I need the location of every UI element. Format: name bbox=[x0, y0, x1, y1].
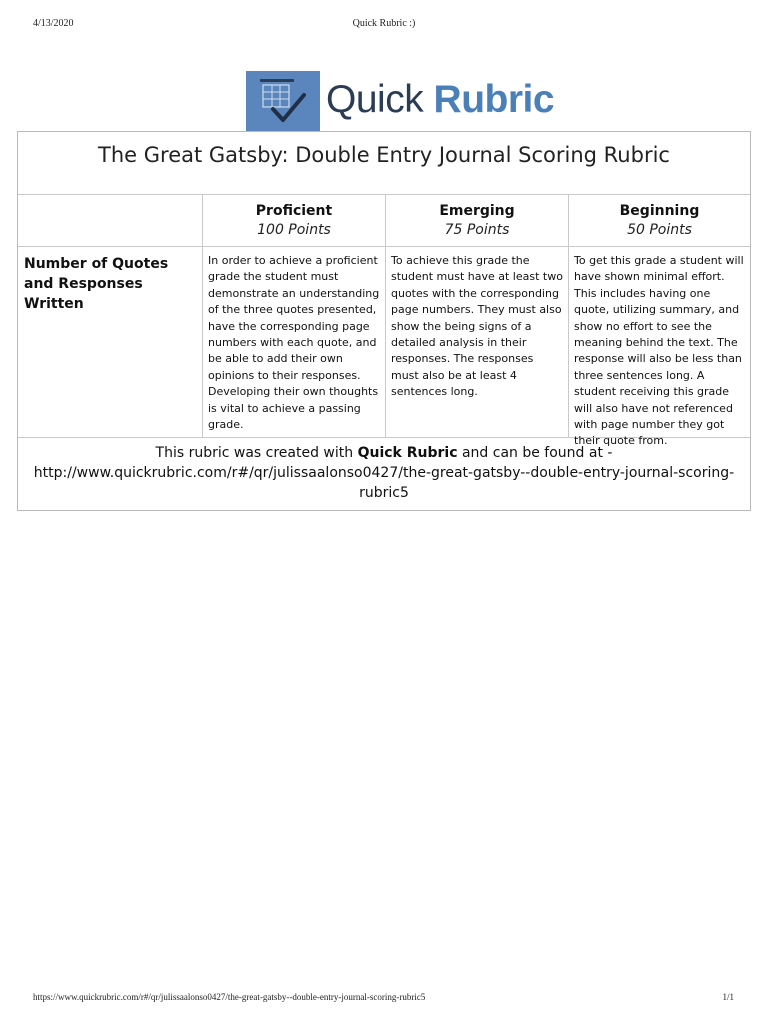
rubric-title: The Great Gatsby: Double Entry Journal Scoring Rubric bbox=[18, 132, 750, 195]
criterion-row bbox=[18, 247, 750, 448]
level-name: Emerging bbox=[439, 203, 515, 219]
print-title: Quick Rubric :) bbox=[352, 18, 416, 29]
quick-rubric-logo bbox=[246, 71, 555, 131]
level-header-proficient bbox=[203, 195, 386, 246]
levels-header-row bbox=[18, 195, 750, 247]
rubric-logo-icon bbox=[246, 71, 320, 131]
criterion-description-emerging: To achieve this grade the student must have at least two quotes with the corresponding page numbers. They must also show the being signs of a detailed analysis in their responses. The responses must also be at least 4 sentences long. bbox=[386, 247, 569, 437]
rubric-table bbox=[17, 131, 751, 511]
level-points: 100 Points bbox=[257, 222, 331, 238]
print-header bbox=[0, 18, 768, 32]
criterion-description-proficient: In order to achieve a proficient grade the student must demonstrate an understanding of the three quotes presented, have the corresponding page numbers with each quote, and be able to add their own opinions to their responses. Developing their own thoughts is vital to achieve a passing grade. bbox=[203, 247, 386, 437]
level-points: 75 Points bbox=[444, 222, 510, 238]
footer-suffix: and can be found at - bbox=[461, 445, 613, 461]
level-name: Proficient bbox=[255, 203, 333, 219]
logo-wordmark: Quick Rubric bbox=[326, 78, 555, 121]
criterion-name: Number of Quotes and Responses Written bbox=[18, 247, 203, 437]
print-footer-url: https://www.quickrubric.com/r#/qr/julissaalonso0427/the-great-gatsby--double-entry-journal-scoring-rubric5 bbox=[33, 992, 426, 1002]
print-date: 4/13/2020 bbox=[33, 18, 74, 29]
level-header-beginning bbox=[569, 195, 750, 246]
rubric-url-link[interactable]: http://www.quickrubric.com/r#/qr/julissaalonso0427/the-great-gatsby--double-entry-journal-scoring-rubric5 bbox=[33, 465, 735, 501]
corner-cell bbox=[18, 195, 203, 246]
footer-brand: Quick Rubric bbox=[357, 445, 458, 461]
page-number: 1/1 bbox=[722, 992, 734, 1002]
print-footer bbox=[0, 992, 768, 1006]
criterion-description-beginning: To get this grade a student will have shown minimal effort. This includes having one quote, utilizing summary, and show no effort to see the meaning behind the text. The response will also be less than three sentences long. A student receiving this grade will also have not referenced with page number they got their quote from. bbox=[574, 254, 744, 448]
level-header-emerging bbox=[386, 195, 569, 246]
footer-prefix: This rubric was created with bbox=[155, 445, 354, 461]
level-name: Beginning bbox=[619, 203, 700, 219]
level-points: 50 Points bbox=[627, 222, 692, 238]
